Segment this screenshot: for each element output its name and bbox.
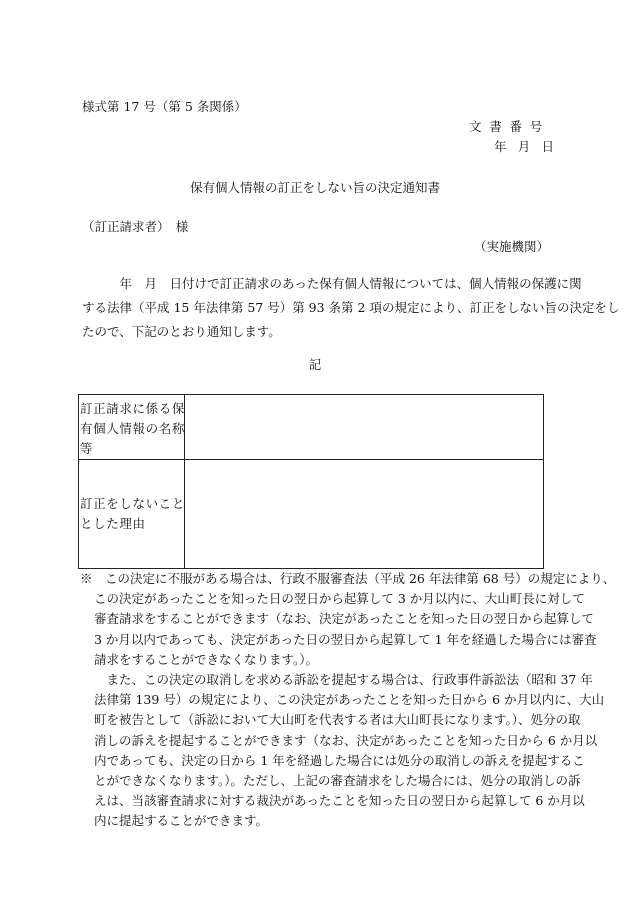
table-row xyxy=(79,460,544,569)
table-row xyxy=(79,395,544,460)
note-line: 内であっても、決定の日から 1 年を経過した場合には処分の取消しの訴えを提起するこ xyxy=(94,752,585,768)
note-line: また、この決定の取消しを求める訴訟を提起する場合は、行政事件訴訟法（昭和 37 年 xyxy=(94,672,593,688)
appeal-note xyxy=(80,569,616,832)
document-date-label: 年月日 xyxy=(494,139,566,154)
note-line: この決定があったことを知った日の翌日から起算して 3 か月以内に、大山町長に対して xyxy=(94,591,585,607)
note-line: 消しの訴えを提起することができます（なお、決定があったことを知った日から 6 か月以 xyxy=(94,732,598,748)
note-line: 内に提起することができます。 xyxy=(94,813,269,829)
body-line: する法律（平成 15 年法律第 57 号）第 93 条第 2 項の規定により、訂正をしない旨の決定をし xyxy=(82,300,620,315)
row-label-line: 訂正請求に係る保 xyxy=(80,401,186,416)
row-label-line: 有個人情報の名称 xyxy=(80,421,186,436)
row-label-line: 等 xyxy=(80,441,94,456)
body-line: たので、下記のとおり通知します。 xyxy=(82,324,281,339)
row-value-info-name[interactable] xyxy=(185,395,544,460)
note-line: えは、当該審査請求に対する裁決があったことを知った日の翌日から起算して 6 か月以 xyxy=(94,793,585,809)
document-title: 保有個人情報の訂正をしない旨の決定通知書 xyxy=(189,180,440,195)
row-label-reason xyxy=(79,460,185,569)
row-label-info-name xyxy=(79,395,185,460)
note-line: 審査請求をすることができます（なお、決定があったことを知った日の翌日から起算して xyxy=(94,611,594,627)
row-label-line: とした理由 xyxy=(80,516,146,531)
note-line: ※ この決定に不服がある場合は、行政不服審査法（平成 26 年法律第 68 号）の規定により、 xyxy=(80,571,616,586)
agency-line: （実施機関） xyxy=(473,239,549,254)
note-line: 町を被告として（訴訟において大山町を代表する者は大山町長になります。）、処分の取 xyxy=(94,712,581,728)
note-line: 請求をすることができなくなります。）。 xyxy=(94,651,319,667)
ki-heading: 記 xyxy=(308,357,322,372)
row-value-reason[interactable] xyxy=(185,460,544,569)
note-line: 法律第 139 号）の規定により、この決定があったことを知った日から 6 か月以内に、大山 xyxy=(94,692,605,708)
info-table xyxy=(78,394,544,569)
row-label-line: 訂正をしないこと xyxy=(80,496,186,511)
recipient-line: （訂正請求者） 様 xyxy=(82,219,189,234)
notice-body xyxy=(82,272,620,344)
body-line: 年 月 日付けで訂正請求のあった保有個人情報については、個人情報の保護に関 xyxy=(82,276,582,291)
form-number: 様式第 17 号（第 5 条関係） xyxy=(82,99,247,114)
document-number-label: 文書番号 xyxy=(469,119,551,134)
note-line: とができなくなります。）。ただし、上記の審査請求をした場合には、処分の取消しの訴 xyxy=(94,773,581,789)
note-line: 3 か月以内であっても、決定があった日の翌日から起算して 1 年を経過した場合には審査 xyxy=(94,631,597,647)
